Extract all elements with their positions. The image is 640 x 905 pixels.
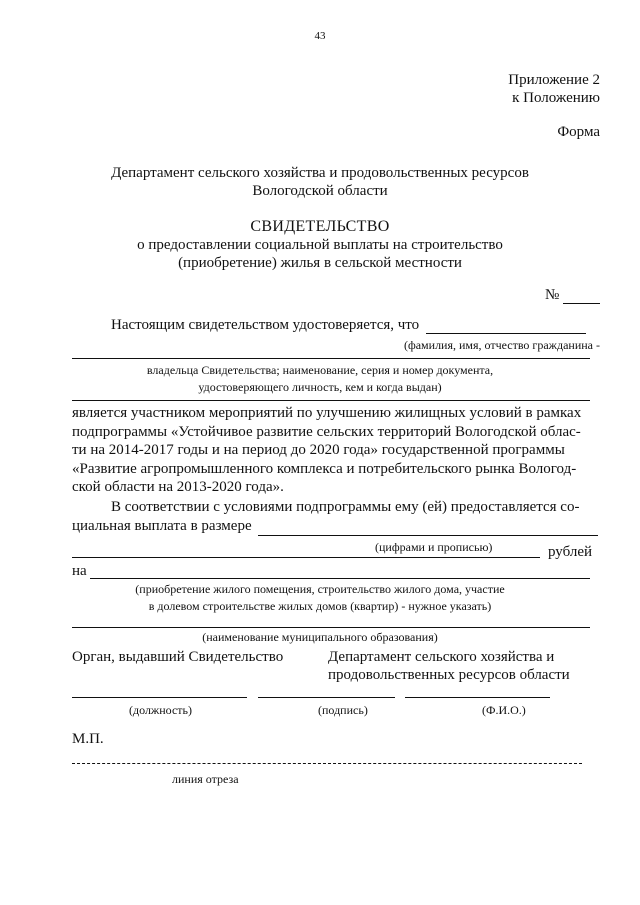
participant-line: ти на 2014-2017 годы и на период до 2020 года» государственной программы (72, 442, 565, 458)
citizen-name-field (426, 333, 586, 334)
certify-text: Настоящим свидетельством удостоверяется, что (111, 317, 420, 333)
document-title: СВИДЕТЕЛЬСТВО (250, 218, 390, 235)
hint-name-3: удостоверяющего личность, кем и когда выдан) (198, 380, 442, 394)
participant-line: является участником мероприятий по улучшению жилищных условий в рамках (72, 405, 582, 421)
amount-field (258, 535, 598, 536)
appendix-line-1: Приложение 2 (508, 72, 600, 88)
citizen-name-field-2 (72, 358, 590, 359)
municipality-field (72, 627, 590, 628)
cut-line (72, 763, 582, 764)
subtitle-line-1: о предоставлении социальной выплаты на строительство (137, 237, 503, 253)
hint-name-2: владельца Свидетельства; наименование, серия и номер документа, (146, 363, 494, 377)
full-name-field (405, 697, 550, 698)
hint-signature: (подпись) (318, 703, 368, 717)
participant-paragraph (72, 404, 600, 497)
on-label: на (72, 563, 87, 579)
subtitle-line-2: (приобретение) жилья в сельской местности (178, 255, 462, 271)
issuer-label: Орган, выдавший Свидетельство (72, 649, 284, 665)
hint-name-1: (фамилия, имя, отчество гражданина - (403, 338, 600, 352)
cut-line-label: линия отреза (172, 772, 239, 786)
participant-line: подпрограммы «Устойчивое развитие сельских территорий Вологодской облас- (72, 423, 581, 440)
participant-line: «Развитие агропромышленного комплекса и потребительского рынка Вологод- (72, 460, 577, 477)
signature-field (258, 697, 395, 698)
form-label: Форма (557, 124, 600, 140)
conditions-line-2: циальная выплата в размере (72, 518, 252, 534)
rubles-label: рублей (548, 544, 593, 560)
number-field (563, 303, 600, 304)
hint-purpose-2: в долевом строительстве жилых домов (квартир) - нужное указать) (148, 599, 492, 613)
participant-line: ской области на 2013-2020 года». (72, 479, 284, 495)
amount-field-2 (72, 557, 540, 558)
issuer-value-1: Департамент сельского хозяйства и (328, 649, 555, 665)
hint-full-name: (Ф.И.О.) (482, 703, 526, 717)
conditions-line-1: В соответствии с условиями подпрограммы ему (ей) предоставляется со- (111, 499, 580, 515)
number-label: № (545, 287, 560, 303)
department-line-1: Департамент сельского хозяйства и продовольственных ресурсов (111, 165, 529, 181)
stamp-label: М.П. (72, 731, 104, 747)
hint-position: (должность) (129, 703, 192, 717)
hint-amount: (цифрами и прописью) (375, 540, 493, 554)
issuer-value-2: продовольственных ресурсов области (328, 667, 570, 683)
hint-purpose-1: (приобретение жилого помещения, строительство жилого дома, участие (135, 582, 505, 596)
citizen-document-field (72, 400, 590, 401)
position-field (72, 697, 247, 698)
hint-municipality: (наименование муниципального образования) (202, 630, 438, 644)
department-line-2: Вологодской области (252, 183, 388, 199)
appendix-line-2: к Положению (512, 90, 600, 106)
page-number: 43 (314, 30, 326, 42)
purpose-field (90, 578, 590, 579)
